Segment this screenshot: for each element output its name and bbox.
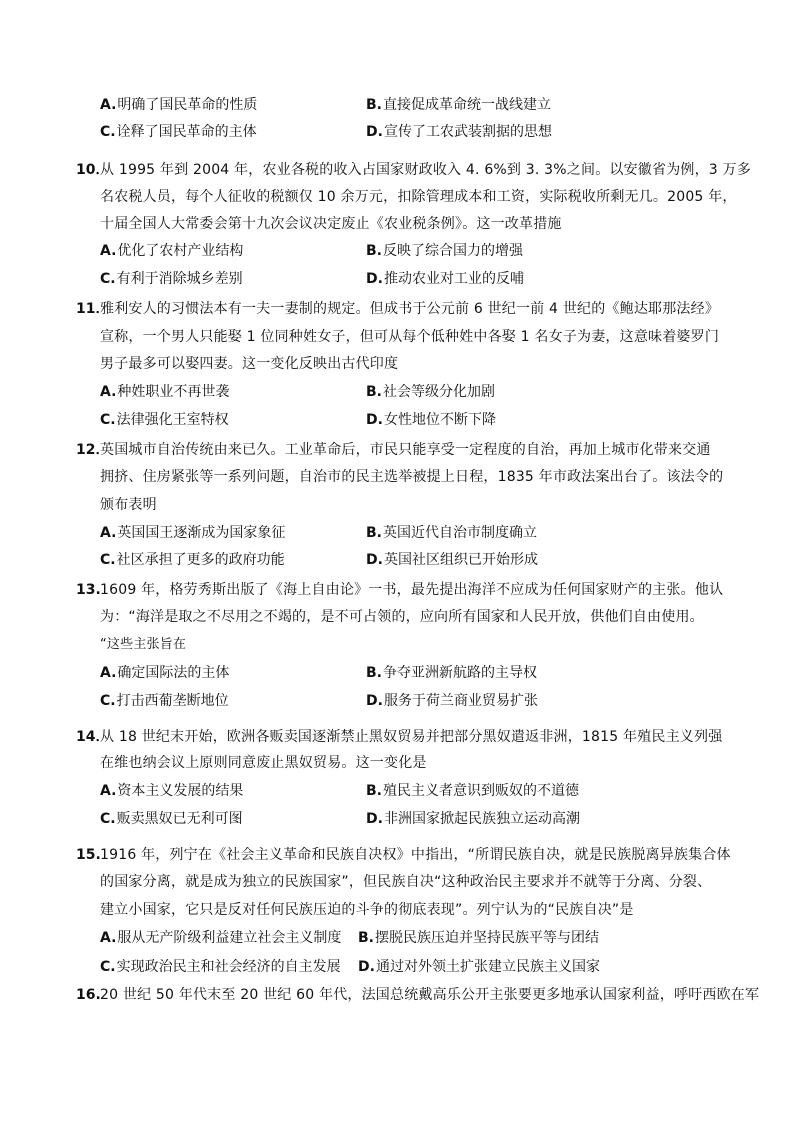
q13-option-d: D.服务于荷兰商业贸易扩张 bbox=[366, 693, 538, 709]
q10-stem-line-3: 十届全国人大常委会第十九次会议决定废止《农业税条例》。这一改革措施 bbox=[100, 216, 562, 232]
q11-option-b: B.社会等级分化加剧 bbox=[366, 384, 495, 400]
q16-number: 16. bbox=[76, 987, 101, 1003]
q12-option-d: D.英国社区组织已开始形成 bbox=[366, 552, 538, 568]
q15-number: 15. bbox=[76, 847, 101, 863]
q11-option-c: C.法律强化王室特权 bbox=[100, 412, 229, 428]
q14-stem-line-2: 在维也纳会议上原则同意废止黑奴贸易。这一变化是 bbox=[100, 755, 427, 771]
q12-option-c: C.社区承担了更多的政府功能 bbox=[100, 552, 285, 568]
q9-option-a: A.明确了国民革命的性质 bbox=[100, 97, 258, 113]
q15-option-c: C.实现政治民主和社会经济的自主发展 bbox=[100, 959, 341, 975]
q10-stem-line-2: 名农税人员，每个人征收的税额仅 10 余万元，扣除管理成本和工资，实际税收所剩无几。2005 年， bbox=[100, 189, 737, 205]
q15-option-d: D.通过对外领土扩张建立民族主义国家 bbox=[358, 959, 600, 975]
q15-option-a: A.服从无产阶级利益建立社会主义制度 bbox=[100, 930, 342, 946]
q15-stem-line-2: 的国家分离，就是成为独立的民族国家”，但民族自决“这种政治民主要求并不就等于分离、分裂、 bbox=[100, 874, 712, 890]
q16-stem-line-1: 20 世纪 50 年代末至 20 世纪 60 年代，法国总统戴高乐公开主张要更多地承认国家利益，呼吁西欧在军 bbox=[100, 987, 760, 1003]
q11-option-d: D.女性地位不断下降 bbox=[366, 412, 496, 428]
q12-stem-line-3: 颁布表明 bbox=[100, 497, 157, 513]
q12-option-b: B.英国近代自治市制度确立 bbox=[366, 525, 537, 541]
q9-option-c: C.诠释了国民革命的主体 bbox=[100, 124, 257, 140]
q13-stem-line-2: 为：“海洋是取之不尽用之不竭的，是不可占领的，应向所有国家和人民开放，供他们自由使用。 bbox=[100, 609, 704, 625]
q11-stem-line-1: 雅利安人的习惯法本有一夫一妻制的规定。但成书于公元前 6 世纪一前 4 世纪的《鲍达耶那法经》 bbox=[100, 301, 720, 317]
q10-option-a: A.优化了农村产业结构 bbox=[100, 243, 244, 259]
q14-option-c: C.贩卖黑奴已无利可图 bbox=[100, 811, 243, 827]
q10-option-d: D.推动农业对工业的反哺 bbox=[366, 271, 524, 287]
q12-number: 12． bbox=[76, 442, 110, 458]
q12-option-a: A.英国国王逐渐成为国家象征 bbox=[100, 525, 286, 541]
q10-stem-line-1: 从 1995 年到 2004 年，农业各税的收入占国家财政收入 4. 6%到 3. 3%之间。以安徽省为例，3 万多 bbox=[100, 162, 751, 178]
q15-stem-line-3: 建立小国家，它只是反对任何民族压迫的斗争的彻底表现”。列宁认为的“民族自决”是 bbox=[100, 902, 634, 918]
q10-option-b: B.反映了综合国力的增强 bbox=[366, 243, 523, 259]
q13-number: 13. bbox=[76, 582, 101, 598]
q12-stem-line-1: 英国城市自治传统由来已久。工业革命后，市民只能享受一定程度的自治，再加上城市化带来交通 bbox=[100, 442, 711, 458]
q10-number: 10． bbox=[76, 162, 110, 178]
q14-option-b: B.殖民主义者意识到贩奴的不道德 bbox=[366, 783, 579, 799]
q14-option-d: D.非洲国家掀起民族独立运动高潮 bbox=[366, 811, 580, 827]
q14-number: 14． bbox=[76, 729, 110, 745]
q15-option-b: B.摆脱民族压迫并坚持民族平等与团结 bbox=[358, 930, 599, 946]
q13-option-c: C.打击西葡垄断地位 bbox=[100, 693, 229, 709]
q14-option-a: A.资本主义发展的结果 bbox=[100, 783, 244, 799]
q13-option-b: B.争夺亚洲新航路的主导权 bbox=[366, 665, 537, 681]
q11-stem-line-3: 男子最多可以娶四妻。这一变化反映出古代印度 bbox=[100, 356, 399, 372]
q12-stem-line-2: 拥挤、住房紧张等一系列问题，自治市的民主选举被提上日程，1835 年市政法案出台了。该法令的 bbox=[100, 469, 724, 485]
q10-option-c: C.有利于消除城乡差别 bbox=[100, 271, 243, 287]
q9-option-b: B.直接促成革命统一战线建立 bbox=[366, 97, 551, 113]
q15-stem-line-1: 1916 年，列宁在《社会主义革命和民族自决权》中指出，“所谓民族自决，就是民族脱离异族集合体 bbox=[100, 847, 731, 863]
q13-option-a: A.确定国际法的主体 bbox=[100, 665, 230, 681]
q11-option-a: A.种姓职业不再世袭 bbox=[100, 384, 230, 400]
q14-stem-line-1: 从 18 世纪末开始，欧洲各贩卖国逐渐禁止黑奴贸易并把部分黑奴遣返非洲，1815 年殖民主义列强 bbox=[100, 729, 723, 745]
q13-stem-line-1: 1609 年，格劳秀斯出版了《海上自由论》一书，最先提出海洋不应成为任何国家财产的主张。他认 bbox=[100, 582, 724, 598]
q11-number: 11． bbox=[76, 301, 110, 317]
q13-stem-line-3: “这些主张旨在 bbox=[100, 637, 187, 652]
q9-option-d: D.宣传了工农武装割据的思想 bbox=[366, 124, 552, 140]
q11-stem-line-2: 宣称，一个男人只能娶 1 位同种姓女子，但可从每个低种姓中各娶 1 名女子为妻，这意味着婆罗门 bbox=[100, 329, 720, 345]
